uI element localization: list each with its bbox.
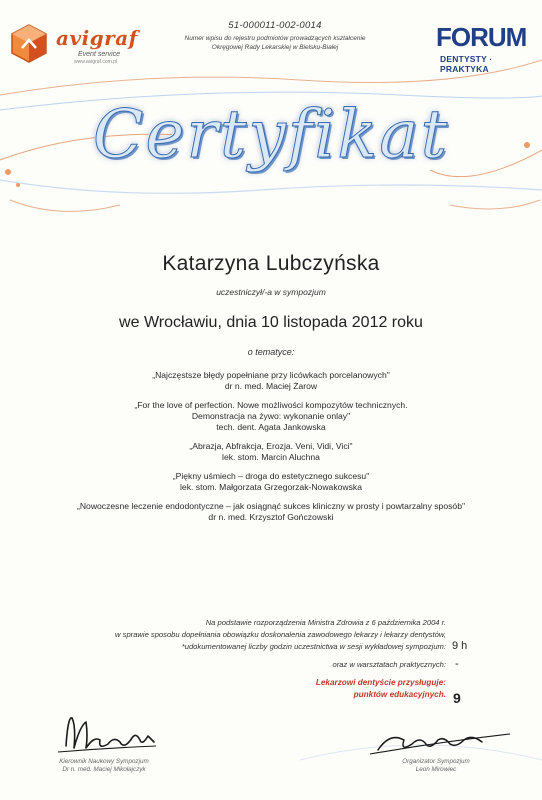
topic-item bbox=[30, 471, 512, 493]
topic-speaker: tech. dent. Agata Jankowska bbox=[216, 422, 326, 432]
forum-subtitle: DENTYSTY · PRAKTYKA bbox=[440, 54, 493, 74]
registration-line-1: Numer wpisu do rejestru podmiotów prowadzących kształcenie bbox=[184, 35, 366, 42]
registration-info bbox=[160, 20, 390, 52]
legal-footer bbox=[6, 617, 446, 701]
right-signature-caption bbox=[356, 758, 516, 774]
legal-line-2: w sprawie sposobu dopełniania obowiązku doskonalenia zawodowego lekarzy i lekarzy dentystów, bbox=[115, 630, 446, 639]
topic-speaker: lek. stom. Marcin Aluchna bbox=[222, 452, 320, 462]
avigraf-brand-name: avigraf bbox=[56, 26, 138, 50]
topics-label: o tematyce: bbox=[247, 347, 295, 357]
topic-item bbox=[30, 501, 512, 523]
lecture-hours-value: 9 h bbox=[452, 640, 468, 652]
avigraf-tagline: Event service bbox=[78, 51, 121, 58]
topic-speaker: dr n. med. Krzysztof Gończowski bbox=[208, 512, 334, 522]
topic-item bbox=[30, 370, 512, 392]
topic-line: „Najczęstsze błędy popełniane przy licówkach porcelanowych" bbox=[152, 370, 390, 380]
left-signature-name: Dr n. med. Maciej Mikołajczyk bbox=[62, 766, 146, 773]
forum-logo bbox=[430, 22, 540, 72]
topic-line: „Abrazja, Abfrakcja, Erozja. Veni, Vidi, Vici" bbox=[189, 441, 353, 451]
place-and-date: we Wrocławiu, dnia 10 listopada 2012 roku bbox=[119, 314, 423, 331]
points-label-line-1: Lekarzowi dentyście przysługuje: bbox=[315, 678, 446, 687]
topic-item bbox=[30, 441, 512, 463]
topic-speaker: dr n. med. Maciej Żarow bbox=[224, 381, 318, 391]
forum-title: FORUM bbox=[436, 22, 527, 52]
avigraf-url: www.avigraf.com.pl bbox=[74, 59, 118, 65]
left-signature-caption bbox=[24, 758, 184, 774]
avigraf-cube-icon bbox=[8, 22, 50, 64]
left-signature-title: Kierownik Naukowy Sympozjum bbox=[59, 758, 149, 765]
avigraf-logo bbox=[8, 18, 148, 70]
registration-line-2: Okręgowej Rady Lekarskiej w Bielsku-Białej bbox=[211, 43, 339, 51]
participation-statement: uczestniczył/-a w sympozjum bbox=[216, 287, 326, 297]
topics-list bbox=[30, 370, 512, 531]
right-signature-name: Leon Mirowiec bbox=[415, 766, 457, 773]
education-points-value: 9 bbox=[453, 690, 461, 706]
topic-speaker: lek. stom. Małgorzata Grzegorzak-Nowakowska bbox=[180, 482, 362, 492]
topic-line: „Nowoczesne leczenie endodontyczne – jak osiągnąć sukces kliniczny w prosty i powtarzalny sposób" bbox=[76, 501, 466, 511]
topic-line: Demonstracja na żywo: wykonanie onlay" bbox=[191, 411, 351, 421]
workshop-hours-value: - bbox=[455, 658, 459, 670]
hours-lecture-label: *udokumentowanej liczby godzin uczestnictwa w sesji wykładowej sympozjum: bbox=[181, 642, 446, 651]
points-label-line-2: punktów edukacyjnych. bbox=[353, 690, 446, 699]
topic-item bbox=[30, 400, 512, 433]
topic-line: „For the love of perfection. Nowe możliwości kompozytów technicznych. bbox=[134, 400, 408, 410]
hours-workshop-label: oraz w warsztatach praktycznych: bbox=[332, 660, 446, 669]
certificate-title: Certyfikat bbox=[92, 96, 450, 173]
topic-line: „Piękny uśmiech – droga do estetycznego sukcesu" bbox=[172, 471, 370, 481]
registration-number: 51-000011-002-0014 bbox=[228, 20, 322, 31]
recipient-name: Katarzyna Lubczyńska bbox=[162, 252, 380, 275]
right-signature-title: Organizator Sympozjum bbox=[402, 758, 470, 765]
legal-line-1: Na podstawie rozporządzenia Ministra Zdrowia z 6 października 2004 r. bbox=[205, 618, 446, 627]
